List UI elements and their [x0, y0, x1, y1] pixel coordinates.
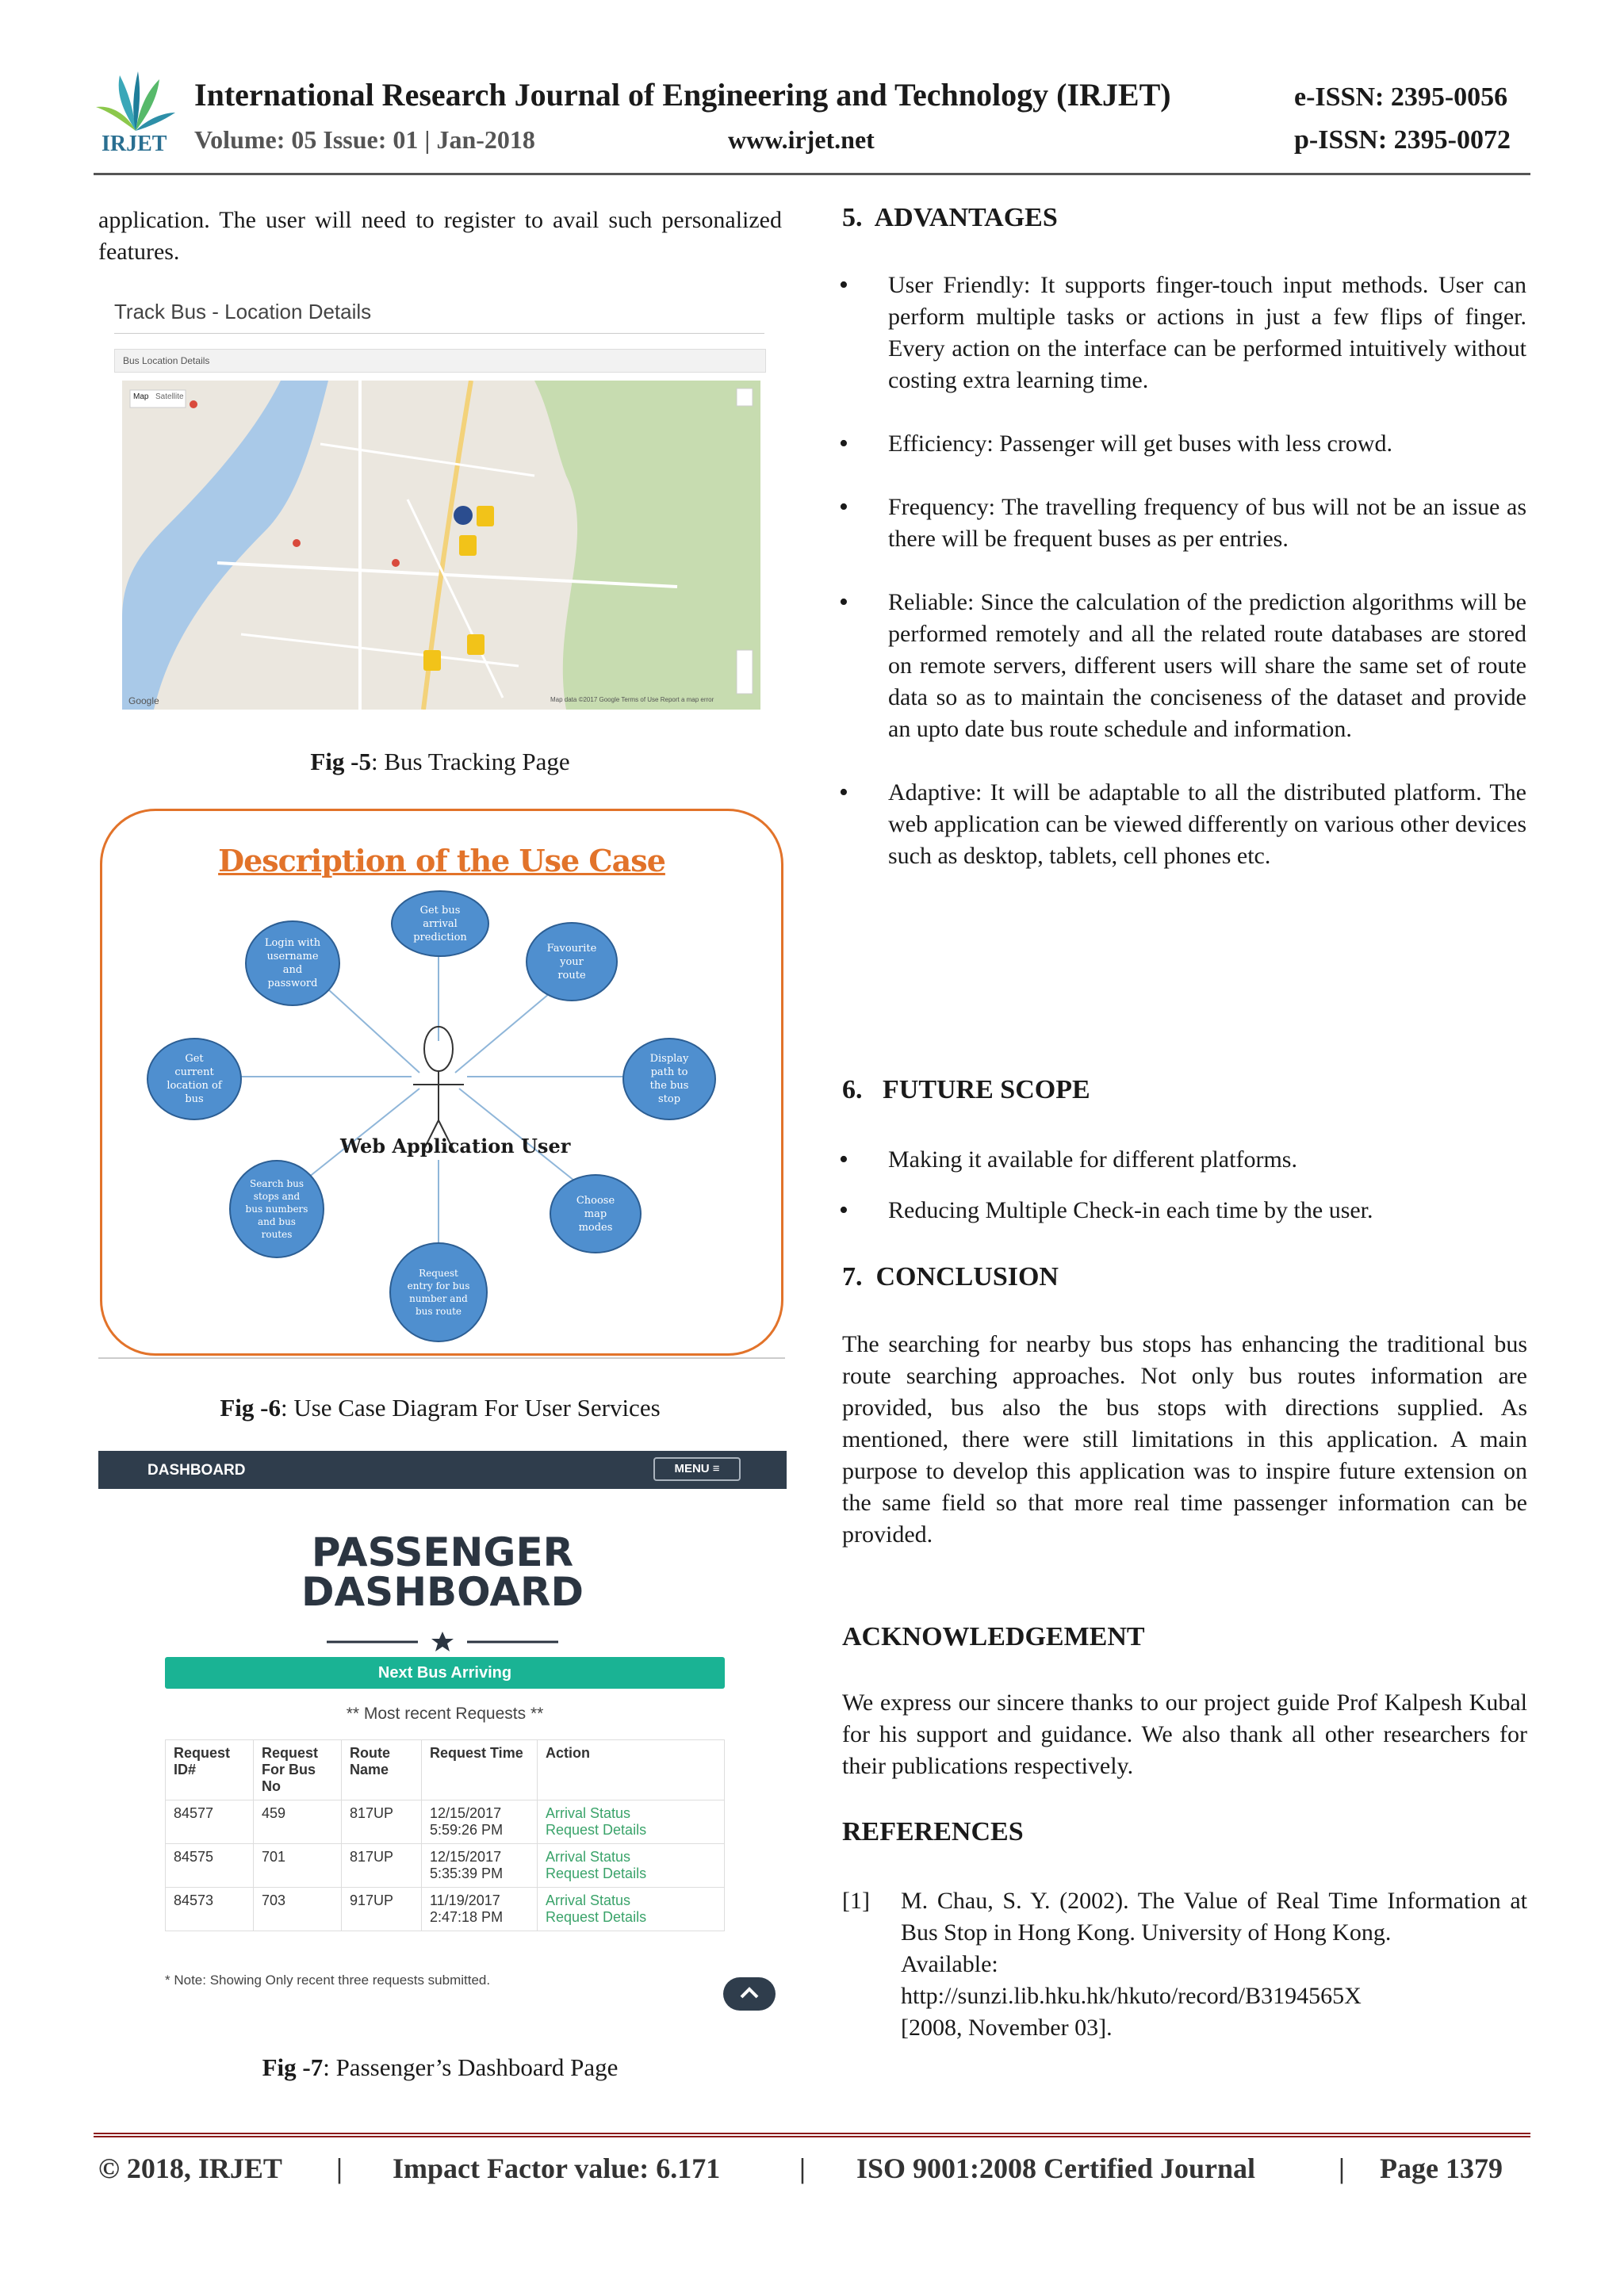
cell-time	[422, 1844, 538, 1888]
use-case-choose-map-text: Choose map modes	[576, 1194, 615, 1234]
cell-action	[538, 1844, 725, 1888]
conclusion-text: The searching for nearby bus stops has enhancing the traditional bus route searching approaches. Not only bus routes information are provided, bus also the bus stops with directions supplied. As mentioned, there were still limitations in this application. A main purpose to develop this application was to inspire future extension on the same field so that more real time passenger information can be provided.	[842, 1331, 1527, 1548]
cell-date: 12/15/2017	[430, 1849, 502, 1865]
use-case-login-text: Login with username and password	[264, 937, 321, 989]
footer-page: Page 1379	[1380, 2152, 1503, 2184]
map-poi-marker	[293, 539, 301, 547]
list-item: • Adaptive: It will be adaptable to all the distributed platform. The web application can be viewed differently on various other devices such as desktop, tablets, cell phones etc.	[888, 777, 1526, 872]
cell-clock: 5:59:26 PM	[430, 1822, 504, 1838]
list-item: • Efficiency: Passenger will get buses with less crowd.	[888, 428, 1526, 460]
dashboard-navbar	[98, 1451, 787, 1489]
request-details-link[interactable]: Request Details	[546, 1909, 647, 1925]
reference-date: [2008, November 03].	[901, 2015, 1113, 2041]
fig5-screenshot	[98, 270, 782, 712]
bus-marker[interactable]	[423, 650, 441, 671]
fig6-caption	[98, 1394, 782, 1422]
references-heading: REFERENCES	[842, 1817, 1024, 1846]
cell-route: 817UP	[342, 1844, 422, 1888]
recent-requests-label: ** Most recent Requests **	[346, 1705, 544, 1723]
use-case-request-text: Request entry for bus number and bus route	[407, 1268, 470, 1317]
star-icon	[431, 1632, 454, 1651]
cell-bus-no: 459	[254, 1800, 342, 1844]
dashboard-bar-title[interactable]: DASHBOARD	[147, 1462, 246, 1479]
cell-clock: 5:35:39 PM	[430, 1866, 504, 1881]
cell-request-id: 84577	[166, 1800, 254, 1844]
footer-copyright: © 2018, IRJET	[98, 2152, 282, 2184]
fig5-rule	[114, 333, 764, 334]
map-attribution: Map data ©2017 Google Terms of Use Report a map error	[550, 696, 714, 703]
advantages-list	[888, 270, 1526, 872]
map-poi-marker	[392, 559, 400, 567]
requests-table-wrap	[165, 1739, 725, 1931]
use-case-display-path-text: Display path to the bus stop	[649, 1053, 689, 1105]
chevron-up-icon	[737, 1985, 761, 2001]
list-item: • Making it available for different platforms.	[888, 1144, 1526, 1176]
use-case-get-arrival-text: Get bus arrival prediction	[413, 904, 467, 943]
cell-route: 817UP	[342, 1800, 422, 1844]
footer-impact: Impact Factor value: 6.171	[393, 2152, 721, 2184]
bus-marker[interactable]	[467, 634, 485, 655]
cell-action	[538, 1800, 725, 1844]
fig7-caption	[98, 2053, 782, 2082]
map-poi-marker	[190, 400, 197, 408]
table-row	[166, 1888, 725, 1931]
fig7-caption-text: : Passenger’s Dashboard Page	[323, 2053, 619, 2081]
use-case-request	[389, 1242, 488, 1342]
col-action: Action	[538, 1740, 725, 1800]
actor-label: Web Application User	[340, 1135, 571, 1158]
zoom-controls[interactable]	[737, 650, 753, 694]
col-route-name: Route Name	[342, 1740, 422, 1800]
footer-sep: |	[799, 2152, 806, 2184]
fig5-caption-label: Fig -5	[310, 748, 371, 775]
use-case-login	[245, 920, 340, 1006]
use-case-choose-map	[550, 1174, 642, 1253]
list-item: • Frequency: The travelling frequency of bus will not be an issue as there will be frequent buses as per entries.	[888, 492, 1526, 555]
arrival-status-link[interactable]: Arrival Status	[546, 1892, 631, 1908]
e-issn: e-ISSN: 2395-0056	[1294, 82, 1508, 112]
intro-paragraph: application. The user will need to register to avail such personalized features.	[98, 207, 782, 265]
footer-sep: |	[336, 2152, 343, 2184]
fig5-title: Track Bus - Location Details	[114, 300, 372, 323]
future-scope-list	[888, 1144, 1526, 1226]
cell-date: 12/15/2017	[430, 1805, 502, 1821]
fig6-bottom-rule	[98, 1357, 785, 1359]
list-item: • Reliable: Since the calculation of the prediction algorithms will be performed remotely and all the related route databases are stored on remote servers, different users will share the same set of route data so as to maintain the conciseness of the dataset and provide an upto date bus route schedule and information.	[888, 587, 1526, 745]
fig5-subbar	[114, 349, 766, 373]
list-item: • User Friendly: It supports finger-touch input methods. User can perform multiple tasks or actions in just a few flips of finger. Every action on the interface can be performed intuitively without costing extra learning time.	[888, 270, 1526, 396]
fig5-caption-text: : Bus Tracking Page	[371, 748, 570, 775]
use-case-title: Description of the Use Case	[218, 843, 665, 878]
use-case-search-text: Search bus stops and bus numbers and bus routes	[245, 1178, 308, 1240]
reference-available: Available:	[901, 1951, 998, 1977]
bus-map[interactable]	[122, 381, 760, 710]
cell-request-id: 84573	[166, 1888, 254, 1931]
journal-website[interactable]: www.irjet.net	[728, 125, 875, 154]
reference-number: [1]	[842, 1888, 870, 1914]
use-case-current-location	[147, 1038, 242, 1120]
conclusion-heading: 7. CONCLUSION	[842, 1262, 1059, 1292]
use-case-get-arrival	[391, 890, 489, 957]
footer-rule	[94, 2133, 1530, 2137]
request-details-link[interactable]: Request Details	[546, 1866, 647, 1881]
next-bus-banner[interactable]	[165, 1657, 725, 1689]
list-item: • Reducing Multiple Check-in each time by the user.	[888, 1195, 1526, 1226]
reference-url[interactable]: http://sunzi.lib.hku.hk/hkuto/record/B3194565X	[901, 1983, 1362, 2009]
next-bus-label: Next Bus Arriving	[377, 1664, 512, 1682]
bus-marker[interactable]	[459, 535, 477, 556]
use-case-diagram	[100, 809, 783, 1356]
table-row	[166, 1844, 725, 1888]
use-case-favourite-text: Favourite your route	[546, 942, 597, 982]
cell-clock: 2:47:18 PM	[430, 1909, 504, 1925]
arrival-status-link[interactable]: Arrival Status	[546, 1805, 631, 1821]
requests-note: * Note: Showing Only recent three requests submitted.	[165, 1973, 491, 1988]
cell-date: 11/19/2017	[430, 1892, 500, 1908]
footer-sep: |	[1339, 2152, 1345, 2184]
map-btn-map[interactable]: Map	[133, 392, 149, 401]
table-row	[166, 1800, 725, 1844]
google-logo: Google	[128, 695, 159, 706]
use-case-display-path	[622, 1038, 716, 1120]
col-bus-no: Request For Bus No	[254, 1740, 342, 1800]
dashboard-heading-1: PASSENGER	[311, 1529, 574, 1575]
footer-iso: ISO 9001:2008 Certified Journal	[856, 2152, 1255, 2184]
arrival-status-link[interactable]: Arrival Status	[546, 1849, 631, 1865]
fig5-subbar-text: Bus Location Details	[123, 355, 210, 366]
acknowledgement-heading: ACKNOWLEDGEMENT	[842, 1622, 1145, 1651]
cell-time	[422, 1800, 538, 1844]
cell-action	[538, 1888, 725, 1931]
advantages-heading: 5. ADVANTAGES	[842, 203, 1058, 232]
use-case-current-location-text: Get current location of bus	[167, 1053, 222, 1105]
use-case-favourite	[526, 922, 618, 1001]
p-issn: p-ISSN: 2395-0072	[1294, 125, 1511, 155]
future-scope-heading: 6. FUTURE SCOPE	[842, 1075, 1090, 1104]
fig6-caption-label: Fig -6	[220, 1394, 281, 1422]
use-case-search	[229, 1160, 324, 1258]
request-details-link[interactable]: Request Details	[546, 1822, 647, 1838]
header-rule	[94, 173, 1530, 175]
fig5-caption	[98, 748, 782, 776]
reference-entry	[901, 1885, 1527, 2044]
col-request-id: Request ID#	[166, 1740, 254, 1800]
user-location-marker	[454, 506, 473, 525]
map-btn-satellite[interactable]: Satellite	[155, 392, 184, 401]
cell-bus-no: 703	[254, 1888, 342, 1931]
cell-bus-no: 701	[254, 1844, 342, 1888]
heading-divider	[327, 1630, 558, 1654]
menu-button-label: MENU ≡	[674, 1462, 720, 1475]
bus-marker[interactable]	[477, 506, 494, 526]
fullscreen-button[interactable]	[737, 388, 753, 406]
scroll-top-button[interactable]	[723, 1977, 776, 2011]
table-header-row	[166, 1740, 725, 1800]
volume-issue: Volume: 05 Issue: 01 | Jan-2018	[194, 125, 535, 154]
menu-button[interactable]	[653, 1457, 741, 1481]
cell-time	[422, 1888, 538, 1931]
cell-route: 917UP	[342, 1888, 422, 1931]
col-request-time: Request Time	[422, 1740, 538, 1800]
acknowledgement-text: We express our sincere thanks to our project guide Prof Kalpesh Kubal for his support and guidance. We also thank all other researchers for their publications respectively.	[842, 1689, 1527, 1779]
cell-request-id: 84575	[166, 1844, 254, 1888]
logo-text: IRJET	[102, 132, 167, 156]
fig6-caption-text: : Use Case Diagram For User Services	[280, 1394, 661, 1422]
reference-text: M. Chau, S. Y. (2002). The Value of Real Time Information at Bus Stop in Hong Kong. University of Hong Kong.	[901, 1888, 1527, 1946]
journal-title: International Research Journal of Engineering and Technology (IRJET)	[194, 77, 1171, 113]
requests-table	[165, 1739, 725, 1931]
fig7-caption-label: Fig -7	[262, 2053, 324, 2081]
dashboard-heading-2: DASHBOARD	[301, 1569, 584, 1615]
